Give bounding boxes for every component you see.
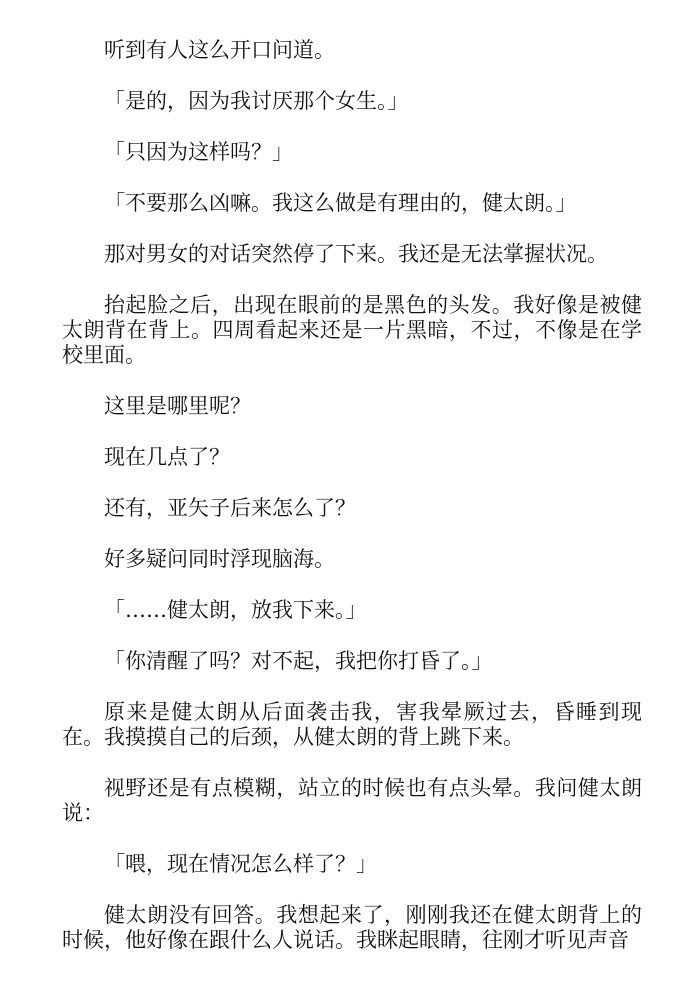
paragraph: 「是的，因为我讨厌那个女生。」 xyxy=(104,89,409,113)
paragraph: 「……健太朗，放我下来。」 xyxy=(104,598,367,622)
paragraph: 「喂，现在情况怎么样了？」 xyxy=(104,852,377,876)
paragraph: 抬起脸之后，出现在眼前的是黑色的头发。我好像是被健太朗背在背上。四周看起来还是一片黑暗，不过，不像是在学校里面。 xyxy=(62,293,642,367)
paragraph: 「你清醒了吗？对不起，我把你打昏了。」 xyxy=(104,649,493,673)
paragraph: 「只因为这样吗？」 xyxy=(104,140,293,164)
paragraph: 听到有人这么开口问道。 xyxy=(104,38,335,62)
paragraph: 视野还是有点模糊，站立的时候也有点头晕。我问健太朗说： xyxy=(62,776,642,825)
paragraph: 好多疑问同时浮现脑海。 xyxy=(104,547,335,571)
paragraph: 那对男女的对话突然停了下来。我还是无法掌握状况。 xyxy=(104,242,608,266)
paragraph: 还有，亚矢子后来怎么了？ xyxy=(104,496,356,520)
paragraph: 原来是健太朗从后面袭击我，害我晕厥过去，昏睡到现在。我摸摸自己的后颈，从健太朗的背上跳下来。 xyxy=(62,700,642,749)
paragraph: 健太朗没有回答。我想起来了，刚刚我还在健太朗背上的时候，他好像在跟什么人说话。我眯起眼睛，往刚才听见声音 xyxy=(62,903,642,952)
paragraph: 现在几点了？ xyxy=(104,445,230,469)
paragraph: 这里是哪里呢？ xyxy=(104,394,251,418)
document-page xyxy=(62,38,642,979)
paragraph: 「不要那么凶嘛。我这么做是有理由的，健太朗。」 xyxy=(104,191,577,215)
